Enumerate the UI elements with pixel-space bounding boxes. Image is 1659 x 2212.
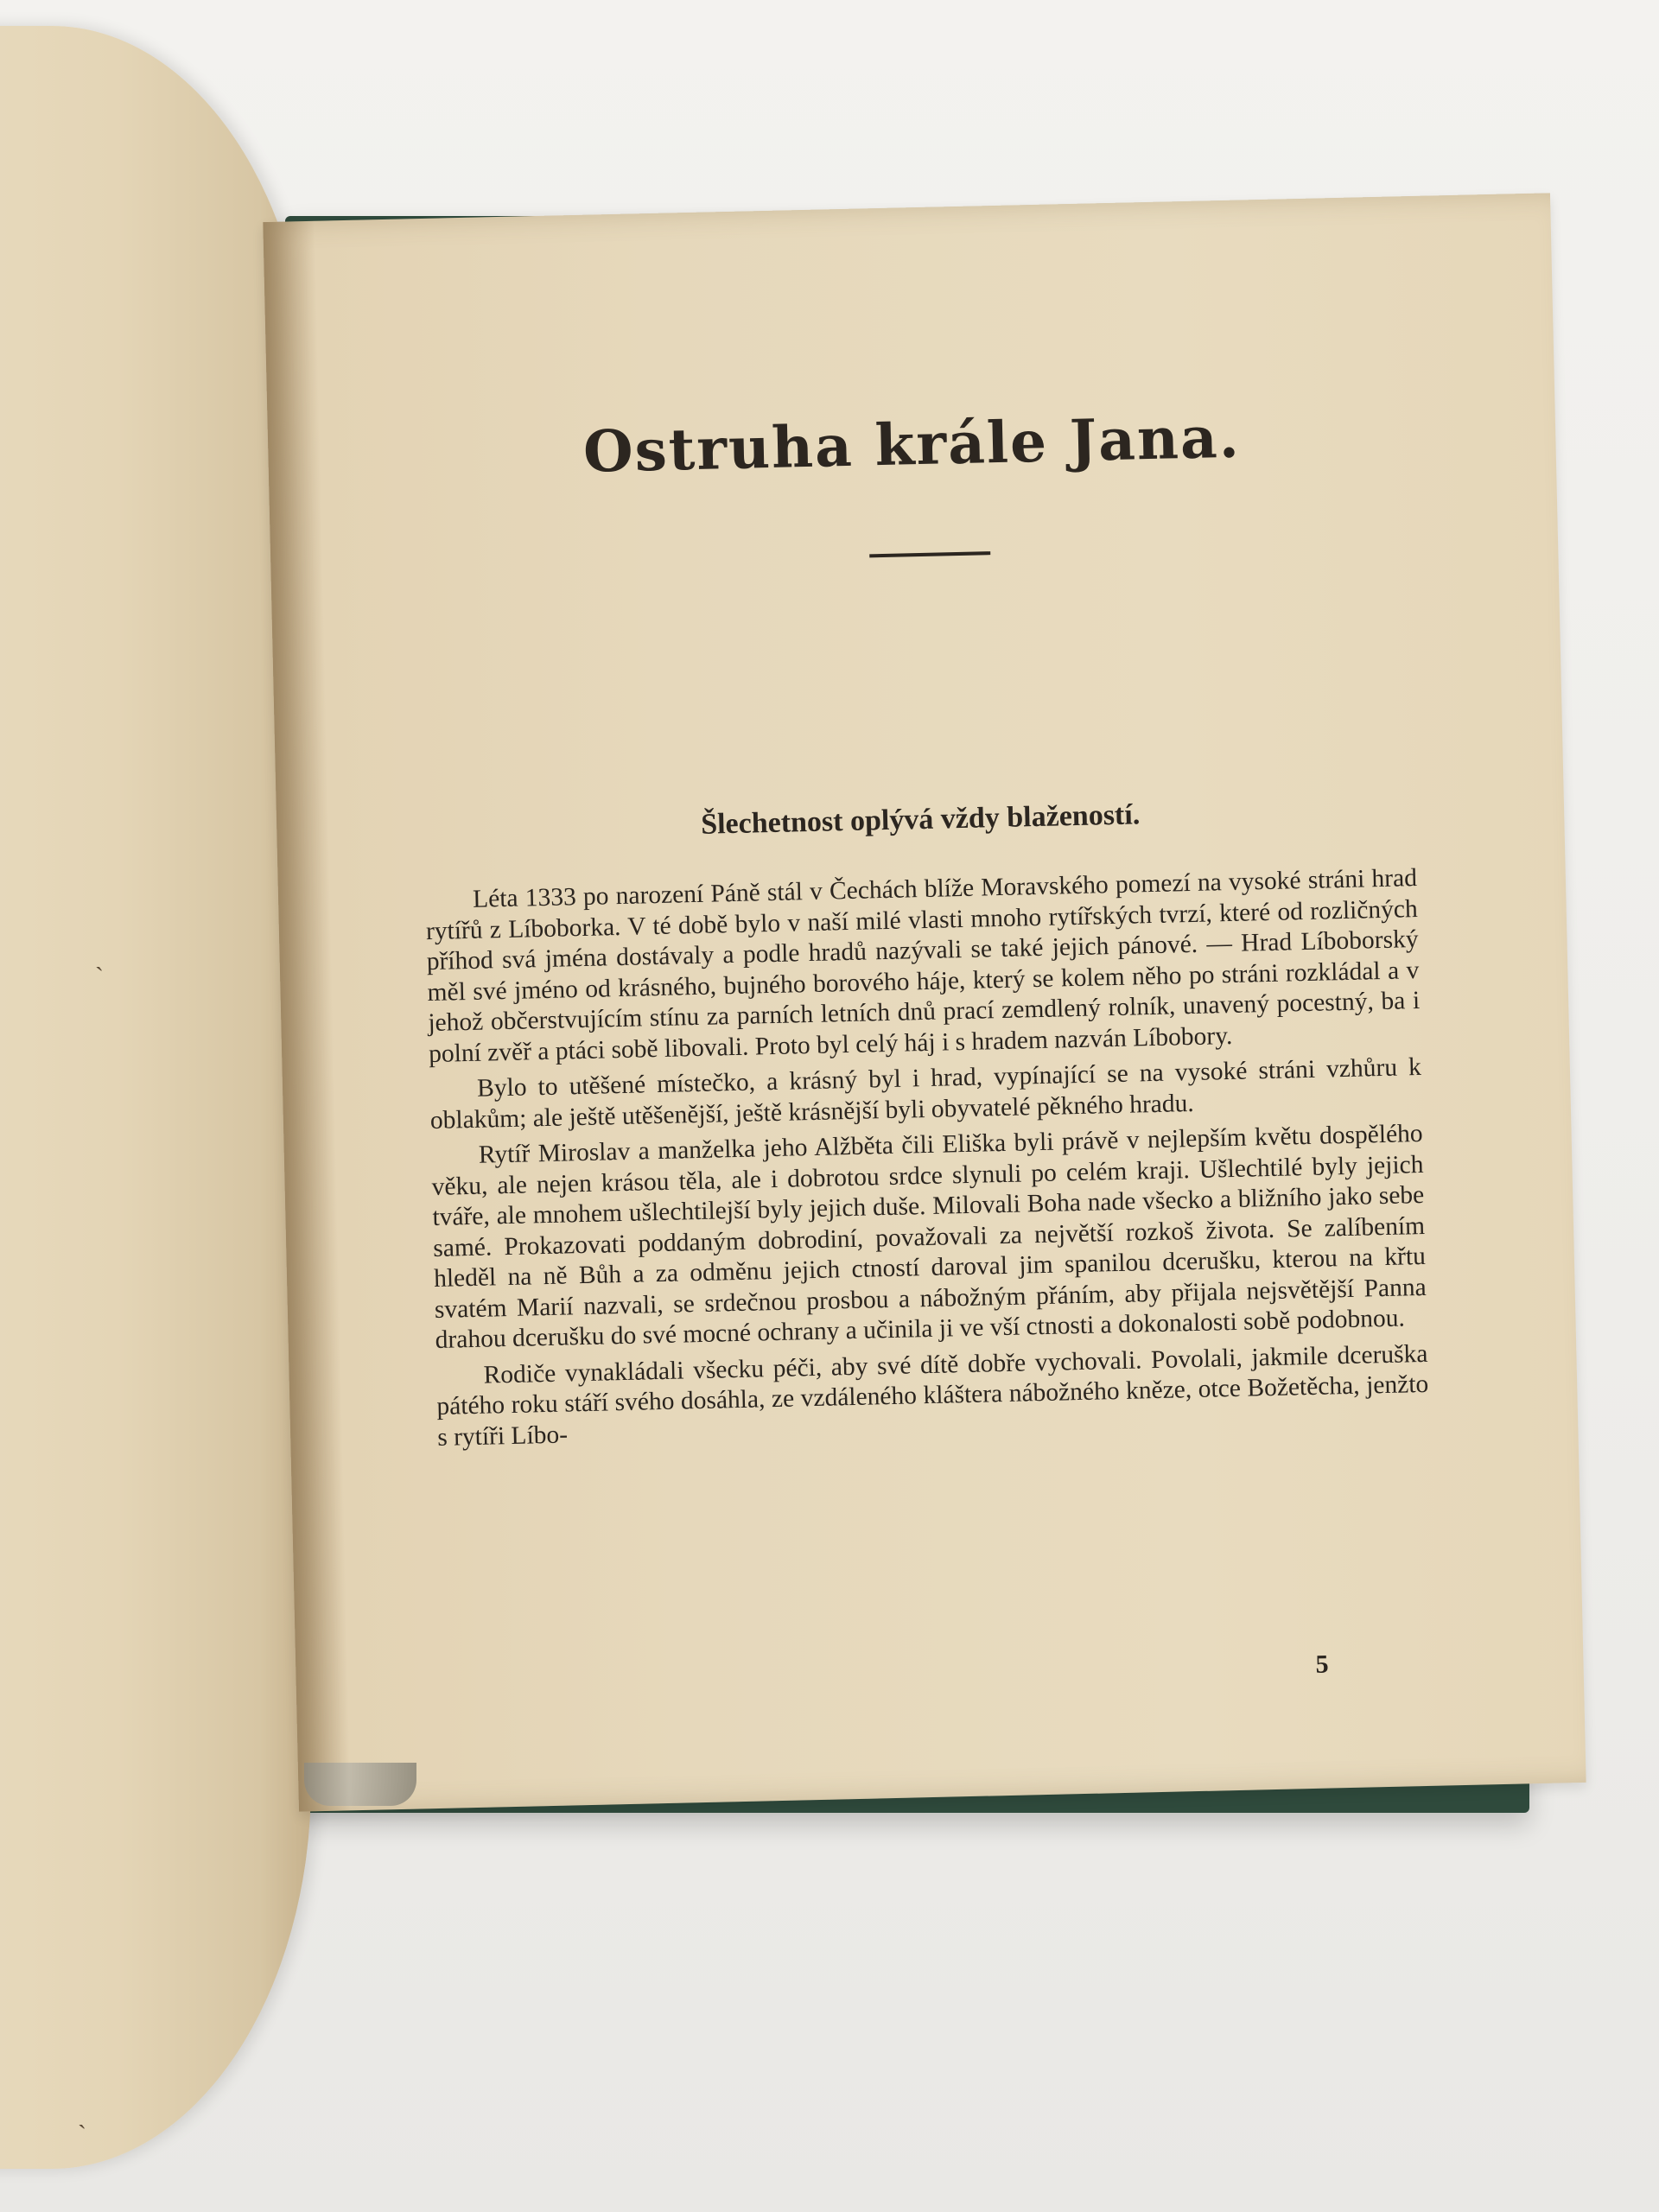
- page-number: 5: [1315, 1649, 1329, 1679]
- book-page: [263, 193, 1586, 1811]
- section-heading: Šlechetnost oplývá vždy blažeností.: [700, 798, 1141, 841]
- paragraph: Rytíř Miroslav a manželka jeho Alžběta čili Eliška byli právě v nejlepším květu dospělého věku, ale nejen krásou těla, ale i dobrotou srdce slynuli po celém kraji. Ušlechtilé byly jejich tváře, ale mnohem ušlechtilejší byly jejich duše. Milovali Boha nade všecko a bližního jako sebe samé. Prokazovati poddaným dobrodiní, považovali za největší rozkoš života. Se zalíbením hleděl na ně Bůh a za odměnu jejich ctností daroval jim spanilou dcerušku, kterou na křtu svatém Marií nazvali, se srdečnou prosbou a nábožným přáním, aby přijala nejsvětější Panna drahou dcerušku do své mocné ochrany a učinila ji ve vší ctnosti a dokonalosti sobě podobnou.: [431, 1119, 1427, 1354]
- title-rule: [869, 551, 990, 557]
- paper-speck: ˏ: [78, 2100, 86, 2130]
- paragraph: Bylo to utěšené místečko, a krásný byl i hrad, vypínající se na vysoké stráni vzhůru k oblakům; ale ještě utěšenější, ještě krásnější byli obyvatelé pěkného hradu.: [429, 1052, 1422, 1135]
- left-page: [0, 26, 311, 2169]
- paragraph: Rodiče vynakládali všecku péči, aby své dítě dobře vychovali. Povolali, jakmile dceruška pátého roku stáří svého dosáhla, ze vzdáleného kláštera nábožného kněze, otce Božetěcha, jenžto s rytíři Líbo-: [436, 1339, 1429, 1452]
- paragraph: Léta 1333 po narození Páně stál v Čechách blíže Moravského pomezí na vysoké stráni hrad rytířů z Líboborka. V té době bylo v naší milé vlasti mnoho rytířských tvrzí, které od rozličných příhod svá jména dostávaly a podle hradů nazývali se také jejich pánové. — Hrad Líboborský měl své jméno od krásného, bujného borového háje, který se kolem něho po stráni rozkládal a v jehož občerstvujícím stínu za parních letních dnů prací zemdlený rolník, unavený pocestný, ba i polní zvěř a ptáci sobě libovali. Proto byl celý háj i s hradem nazván Líbobory.: [425, 864, 1421, 1068]
- paper-speck: ˏ: [95, 942, 104, 972]
- body-text: [425, 863, 1430, 1459]
- chapter-title: Ostruha krále Jana.: [582, 403, 1242, 486]
- spine-threads: [304, 1763, 416, 1806]
